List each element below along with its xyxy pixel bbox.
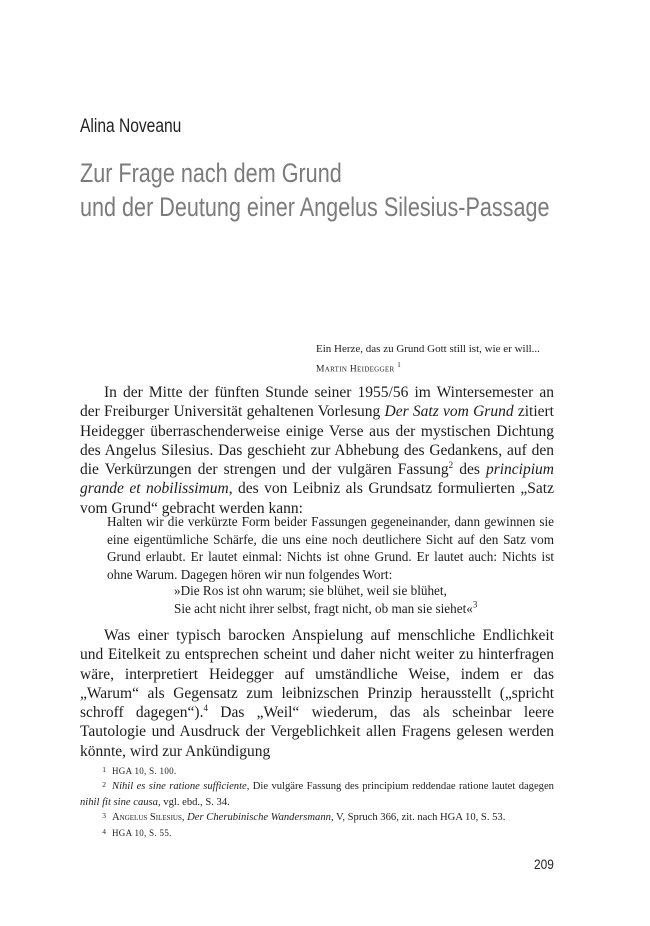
page-number: 209 — [534, 856, 554, 872]
lecture-title: Der Satz vom Grund — [384, 403, 514, 421]
paragraph-1-text-c: zitiert Heidegger überraschenderweise einige Verse aus der mystischen Dichtung des Angelus Silesius. Das geschieht zur Abhebung des Gedankens, auf den die Verkürzungen der strengen und der vulgären Fassung — [80, 403, 554, 479]
paragraph-2 — [80, 626, 554, 761]
epigraph-footnote-ref: 1 — [397, 361, 401, 369]
paragraph-1-text-e: des — [453, 461, 486, 479]
footnote-3-number: 3 — [102, 811, 106, 821]
footnote-2-text-b: , Die vulgäre Fassung des principium reddendae ratione lautet dagegen — [246, 781, 554, 793]
epigraph — [316, 341, 540, 378]
title-line-1: Zur Frage nach dem Grund — [80, 158, 342, 188]
verse-quote — [174, 582, 477, 617]
footnote-1-text: HGA 10, S. 100. — [112, 766, 177, 776]
footnote-1-number: 1 — [102, 765, 106, 774]
footnote-2 — [80, 779, 554, 810]
article-title — [80, 156, 550, 224]
paragraph-2-text-c: Das „Weil“ wiederum, das als scheinbar leere Tautologie und Ausdruck der Vergeblichkeit allen Fragens gelesen werden könnte, wird zur Ankündigung — [80, 704, 554, 760]
footnote-ref-3: 3 — [472, 599, 478, 610]
footnote-3-sep: , — [181, 812, 188, 824]
title-line-2: und der Deutung einer Angelus Silesius-Passage — [80, 192, 550, 222]
paragraph-1-text-g: , des von Leibniz als Grundsatz formulierten „Satz vom Grund“ gebracht werden kann: — [80, 480, 554, 517]
footnote-2-number: 2 — [102, 780, 106, 790]
latin-phrase: principium grande et nobilissimum — [80, 461, 554, 498]
epigraph-text: Ein Herze, das zu Grund Gott still ist, wie er will... — [316, 343, 540, 355]
author-name: Alina Noveanu — [80, 116, 182, 137]
footnote-2-latin-c: nihil fit sine causa — [80, 796, 158, 808]
verse-line-2 — [174, 600, 477, 618]
paragraph-1 — [80, 383, 554, 518]
footnote-2-latin-a: Nihil es sine ratione sufficiente — [112, 781, 247, 793]
paragraph-1-text-a: In der Mitte der fünften Stunde seiner 1955/56 im Wintersemester an der Freiburger Universität gehaltenen Vorlesung — [80, 384, 554, 421]
footnote-4-text: HGA 10, S. 55. — [112, 827, 172, 838]
footnote-1 — [80, 764, 554, 779]
epigraph-source — [316, 357, 540, 378]
footnote-4 — [80, 826, 554, 841]
footnote-4-number: 4 — [102, 826, 106, 836]
footnote-3-text-d: , V, Spruch 366, zit. nach HGA 10, S. 53. — [330, 812, 506, 824]
verse-line-2-text: Sie acht nicht ihrer selbst, fragt nicht, ob man sie siehet« — [174, 600, 473, 616]
paragraph-2-text-a: Was einer typisch barocken Anspielung auf menschliche Endlichkeit und Eitelkeit zu entsprechen scheint und daher nicht weiter zu hinterfragen wäre, interpretiert Heidegger auf umständliche Weise, indem er das „Warum“ als Gegensatz zum leibnizschen Prinzip herausstellt („spricht schroff dagegen“). — [80, 627, 554, 722]
footnote-2-text-d: , vgl. ebd., S. 34. — [157, 796, 230, 808]
footnote-3-author: Angelus Silesius — [112, 812, 182, 824]
footnote-3-work-title: Der Cherubinische Wandersmann — [187, 812, 331, 824]
footnote-ref-2: 2 — [448, 460, 454, 471]
footnote-ref-4: 4 — [203, 703, 208, 714]
block-quote: Halten wir die verkürzte Form beider Fassungen gegeneinander, dann gewinnen sie eine eigentümliche Schärfe, die uns eine noch deutlichere Sicht auf den Satz vom Grund erlaubt. Er lautet einmal: Nichts ist ohne Grund. Er lautet auch: Nichts ist ohne Warum. Dagegen hören wir nun folgendes Wort: — [107, 514, 554, 582]
epigraph-author: Martin Heidegger — [316, 364, 395, 375]
footnote-3 — [80, 810, 554, 825]
verse-line-1: »Die Ros ist ohn warum; sie blühet, weil sie blühet, — [174, 583, 447, 598]
footnotes — [80, 764, 554, 841]
